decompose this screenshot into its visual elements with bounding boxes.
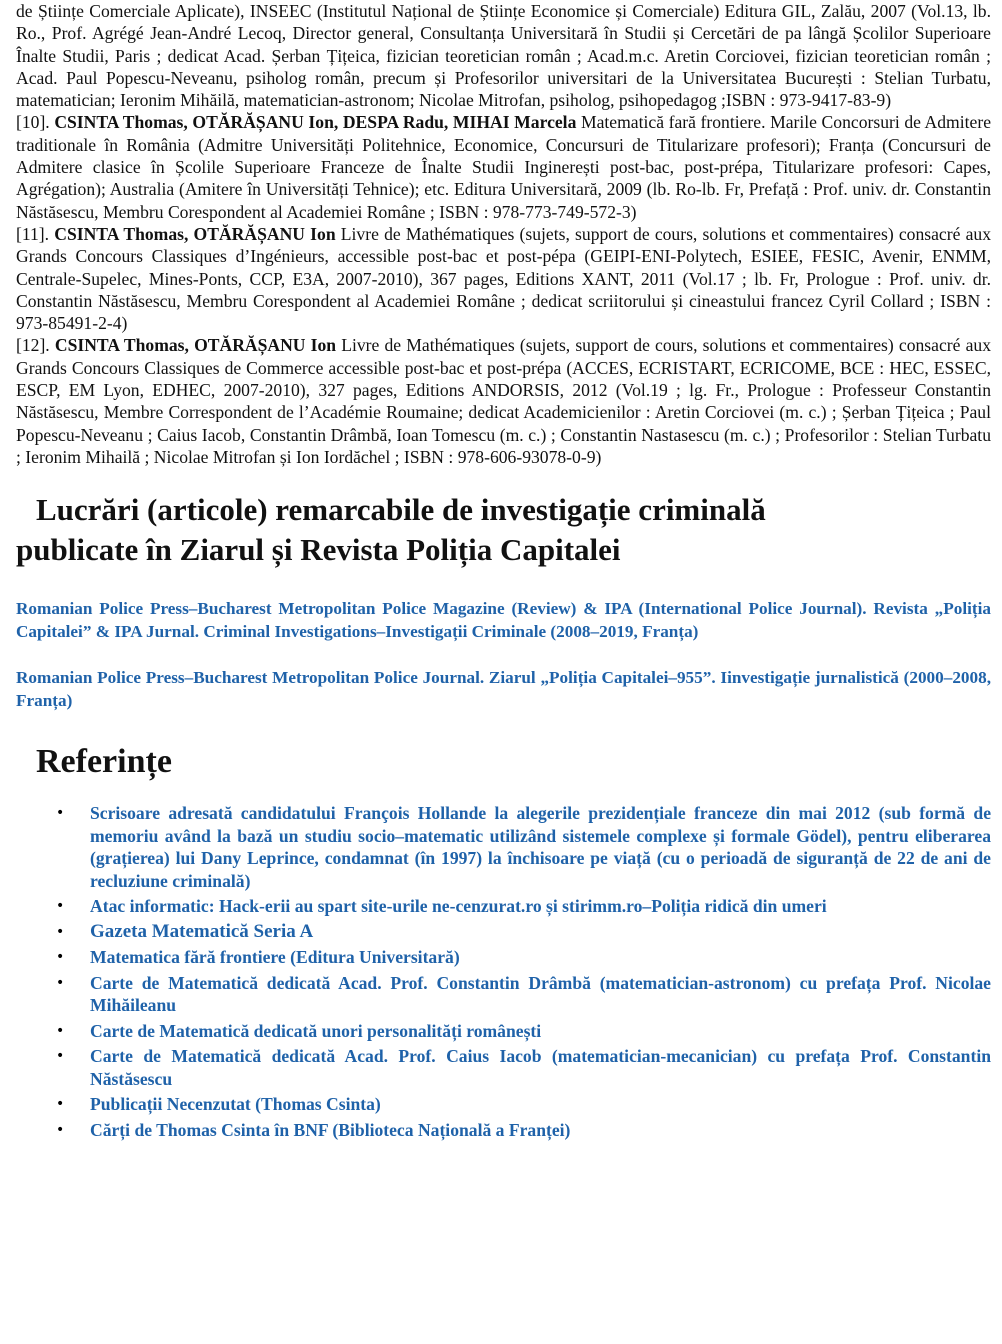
document-page	[16, 0, 991, 1144]
list-item	[16, 802, 991, 892]
bibliography-entry	[16, 111, 991, 222]
police-magazine-link[interactable]: Romanian Police Press–Bucharest Metropolitan Police Magazine (Review) & IPA (International Police Journal). Revista „Poliția Capitalei” & IPA Jurnal. Criminal Investigations–Investigații Criminale (2008–2019, Franța)	[16, 599, 991, 641]
section-heading-line2: publicate în Ziarul și Revista Poliția Capitalei	[16, 532, 621, 568]
entry-number: [12].	[16, 335, 50, 356]
entry-authors: CSINTA Thomas, OTĂRĂȘANU Ion	[54, 223, 336, 244]
entry-authors: CSINTA Thomas, OTĂRĂȘANU Ion	[54, 335, 337, 356]
entry-authors: CSINTA Thomas, OTĂRĂȘANU Ion, DESPA Radu, MIHAI Marcela	[54, 112, 577, 133]
bullet-icon: •	[56, 1022, 65, 1039]
list-item	[16, 1119, 991, 1142]
reference-link[interactable]: Matematica fără frontiere (Editura Universitară)	[90, 947, 460, 968]
bullet-icon: •	[56, 1096, 65, 1113]
entry-number: [10].	[16, 112, 50, 133]
police-journal-link[interactable]: Romanian Police Press–Bucharest Metropolitan Police Journal. Ziarul „Poliția Capitalei–955”. Iinvestigație jurnalistică (2000–2008, Franța)	[16, 668, 991, 710]
section-heading-line1: Lucrări (articole) remarcabile de investigație criminală	[36, 492, 766, 528]
bullet-icon: •	[56, 805, 65, 822]
list-item	[16, 1093, 991, 1116]
reference-link[interactable]: Publicații Necenzutat (Thomas Csinta)	[90, 1094, 381, 1115]
entry-text: Livre de Mathématiques (sujets, support de cours, solutions et commentaires) consacré aux Grands Concours Classiques d’Ingénieurs, accessible post-bac et post-pépa (GEIPI-ENI-Polytech, ESIEE, FESIC, Avenir, ENMM, Centrale-Supelec, Mines-Ponts, CCP, E3A, 2007-2010), 367 pages, Editions XANT, 2011 (Vol.17 ; lb. Fr, Prologue : Prof. univ. dr. Constantin Năstăsescu, Membru Corespondent al Academiei Române ; dedicat scriitorului și cineastului francez Cyril Collard ; ISBN : 973-85491-2-4)	[16, 223, 992, 334]
bibliography	[16, 0, 991, 468]
entry-number: [11].	[16, 223, 50, 244]
list-item	[16, 972, 991, 1017]
bibliography-continuation: de Științe Comerciale Aplicate), INSEEC (Institutul Național de Științe Economice și Comerciale) Editura GIL, Zalău, 2007 (Vol.13, lb. Ro., Prof. Agrégé Jean-André Lecoq, Director general, Consultanța Universitară în Studii și Cercetări de pa lângă Școlilor Superioare Înalte Studii, Paris ; dedicat Acad. Șerban Țițeica, fizician teoretician român ; Acad.m.c. Aretin Corciovei, fizician teoretician român ; Acad. Paul Popescu-Neveanu, psiholog român, precum și Profesorilor universitari de la Universitatea București : Stelian Turbatu, matematician; Ieronim Mihăilă, matematician-astronom; Nicolae Mitrofan, psiholog, psihopedagog ;ISBN : 973-9417-83-9)	[16, 1, 991, 111]
reference-link[interactable]: Carte de Matematică dedicată unori personalități românești	[90, 1020, 542, 1041]
bullet-icon: •	[56, 898, 65, 915]
list-item	[16, 921, 991, 944]
bibliography-entry	[16, 334, 991, 468]
reference-link[interactable]: Scrisoare adresată candidatului François Hollande la alegerile prezidențiale franceze din mai 2012 (sub formă de memoriu având la bază un studiu socio–matematic utilizând sistemele complexe și formale Gödel), pentru eliberarea (grațierea) lui Dany Leprince, condamnat (în 1997) la închisoare pe viață (cu o perioadă de siguranță de 22 de ani de recluziune criminală)	[90, 803, 991, 891]
bullet-icon: •	[56, 923, 65, 940]
reference-link[interactable]: Atac informatic: Hack-erii au spart site-urile ne-cenzurat.ro și stirimm.ro–Poliția ridică din umeri	[90, 896, 827, 917]
bullet-icon: •	[56, 949, 65, 966]
reference-link[interactable]: Carte de Matematică dedicată Acad. Prof. Caius Iacob (matematician-mecanician) cu prefața Prof. Constantin Năstăsescu	[90, 1046, 991, 1089]
list-item	[16, 1045, 991, 1090]
reference-link[interactable]: Carte de Matematică dedicată Acad. Prof. Constantin Drâmbă (matematician-astronom) cu prefața Prof. Nicolae Mihăileanu	[90, 972, 991, 1016]
bullet-icon: •	[56, 1121, 65, 1138]
list-item	[16, 1020, 991, 1043]
entry-text: Matematică fară frontiere. Marile Concorsuri de Admitere traditionale în România (Admitre Universități Politehnice, Economice, Concursuri de Titularizare profesori); Franța (Concursuri de Admitere clasice în Școlile Superioare Franceze de Înalte Studii Inginerești post-bac, post-prépa, Titularizare profesori: Capes, Agrégation); Australia (Amitere în Universități Tehnice); etc. Editura Universitară, 2009 (lb. Ro-lb. Fr, Prefață : Prof. univ. dr. Constantin Năstăsescu, Membru Corespondent al Academiei Române ; ISBN : 978-773-749-572-3)	[16, 112, 991, 222]
bullet-icon: •	[56, 1048, 65, 1065]
list-item	[16, 946, 991, 969]
section-heading	[16, 490, 991, 570]
bibliography-entry	[16, 223, 991, 334]
entry-text: Livre de Mathématiques (sujets, support de cours, solutions et commentaires) consacré aux Grands Concours Classiques de Commerce accessible post-bac et post-prépa (ACCES, ECRISTART, ECRICOME, BCE : HEC, ESSEC, ESCP, EM Lyon, EDHEC, 2007-2010), 327 pages, Editions ANDORSIS, 2012 (Vol.19 ; lg. Fr., Prologue : Professeur Constantin Năstăsescu, Membre Correspondent de l’Académie Roumaine; dedicat Academicienilor : Aretin Corciovei (m. c.) ; Șerban Țițeica ; Paul Popescu-Neveanu ; Caius Iacob, Constantin Drâmbă, Ioan Tomescu (m. c.) ; Constantin Nastasescu (m. c.) ; Profesorilor : Stelian Turbatu ; Ieronim Mihailă ; Nicolae Mitrofan și Ion Iordăchel ; ISBN : 978-606-93078-0-9)	[16, 335, 991, 467]
references-heading: Referințe	[36, 743, 172, 781]
list-item	[16, 895, 991, 918]
reference-link[interactable]: Cărți de Thomas Csinta în BNF (Biblioteca Națională a Franței)	[90, 1119, 571, 1140]
references-list	[16, 802, 991, 1141]
reference-link[interactable]: Gazeta Matematică Seria A	[90, 920, 314, 942]
bullet-icon: •	[56, 974, 65, 991]
